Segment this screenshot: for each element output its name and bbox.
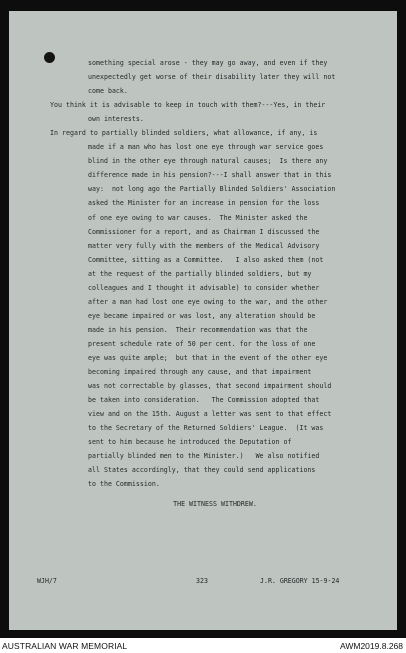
text-line: way: not long ago the Partially Blinded Soldiers' Association bbox=[88, 185, 336, 194]
text-line: own interests. bbox=[88, 115, 144, 124]
text-line: to the Commission. bbox=[88, 480, 160, 489]
archive-name: AUSTRALIAN WAR MEMORIAL bbox=[2, 641, 128, 651]
text-line: becoming impaired through any cause, and that impairment bbox=[88, 368, 312, 377]
text-line: difference made in his pension?---I shall answer that in this bbox=[88, 171, 332, 180]
text-line: sent to him because he introduced the Deputation of bbox=[88, 438, 292, 447]
footer-reference: WJH/7 bbox=[37, 577, 57, 585]
text-line: made if a man who has lost one eye through war service goes bbox=[88, 143, 324, 152]
footer-witness: J.R. GREGORY 15-9-24 bbox=[260, 577, 340, 585]
witness-withdrew-line: THE WITNESS WITHDREW. bbox=[173, 500, 257, 509]
text-line: was not correctable by glasses, that second impairment should bbox=[88, 382, 332, 391]
text-line: unexpectedly get worse of their disability later they will not bbox=[88, 73, 336, 82]
page-number: 323 bbox=[196, 577, 208, 585]
archive-reference: AWM2019.8.268 bbox=[340, 641, 403, 651]
text-line: present schedule rate of 50 per cent. for the loss of one bbox=[88, 339, 316, 348]
text-line: view and on the 15th. August a letter was sent to that effect bbox=[88, 410, 332, 419]
text-line: be taken into consideration. The Commission adopted that bbox=[88, 396, 320, 405]
text-line: eye became impaired or was lost, any alteration should be bbox=[88, 311, 316, 320]
text-line: something special arose - they may go away, and even if they bbox=[88, 59, 328, 67]
text-line: of one eye owing to war causes. The Minister asked the bbox=[88, 213, 308, 222]
text-line: Commissioner for a report, and as Chairman I discussed the bbox=[88, 227, 320, 236]
text-line: Committee, sitting as a Committee. I also asked them (not bbox=[88, 255, 324, 264]
text-line: eye was quite ample; but that in the event of the other eye bbox=[88, 353, 328, 362]
document-page bbox=[9, 11, 397, 630]
text-line: at the request of the partially blinded soldiers, but my bbox=[88, 269, 312, 278]
text-line: partially blinded men to the Minister.) We also notified bbox=[88, 452, 320, 461]
text-line: after a man had lost one eye owing to the war, and the other bbox=[88, 297, 328, 306]
text-line: come back. bbox=[88, 87, 128, 96]
text-line: blind in the other eye through natural causes; Is there any bbox=[88, 157, 328, 166]
text-line: made in his pension. Their recommendation was that the bbox=[88, 325, 308, 334]
text-line: asked the Minister for an increase in pension for the loss bbox=[88, 199, 320, 208]
text-line: matter very fully with the members of the Medical Advisory bbox=[88, 241, 320, 250]
text-line: colleagues and I thought it advisable) to consider whether bbox=[88, 283, 320, 292]
archive-caption-bar bbox=[0, 639, 406, 653]
text-line: In regard to partially blinded soldiers, what allowance, if any, is bbox=[50, 129, 318, 138]
page-footer bbox=[37, 577, 380, 589]
text-line: all States accordingly, that they could send applications bbox=[88, 466, 316, 475]
text-line: to the Secretary of the Returned Soldiers' League. (It was bbox=[88, 424, 324, 433]
text-line: You think it is advisable to keep in touch with them?---Yes, in their bbox=[50, 101, 326, 110]
transcript-body bbox=[50, 56, 380, 512]
